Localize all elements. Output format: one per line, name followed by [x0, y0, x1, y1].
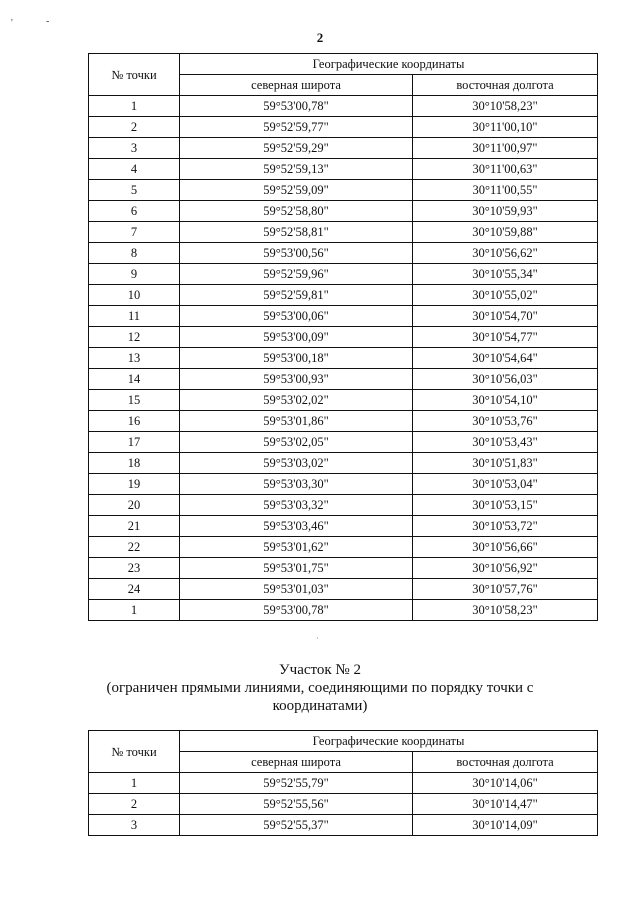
table-row: [89, 390, 598, 411]
header-north-latitude: северная широта: [180, 75, 413, 96]
table-row: [89, 600, 598, 621]
point-number-cell: 9: [89, 264, 180, 285]
longitude-cell: 30°11'00,10": [413, 117, 598, 138]
longitude-cell: 30°10'55,34": [413, 264, 598, 285]
table-row: [89, 327, 598, 348]
point-number-cell: 8: [89, 243, 180, 264]
point-number-cell: 15: [89, 390, 180, 411]
longitude-cell: 30°10'55,02": [413, 285, 598, 306]
table-row: [89, 794, 598, 815]
point-number-cell: 6: [89, 201, 180, 222]
latitude-cell: 59°52'59,77": [180, 117, 413, 138]
point-number-cell: 3: [89, 815, 180, 836]
table-row: [89, 264, 598, 285]
longitude-cell: 30°10'14,09": [413, 815, 598, 836]
point-number-cell: 22: [89, 537, 180, 558]
divider-dot: ·: [316, 634, 319, 643]
table-row: [89, 537, 598, 558]
latitude-cell: 59°52'59,29": [180, 138, 413, 159]
table-row: [89, 222, 598, 243]
section-title: Участок № 2: [279, 662, 361, 678]
table-row: [89, 516, 598, 537]
latitude-cell: 59°53'00,18": [180, 348, 413, 369]
table-row: [89, 201, 598, 222]
table-row: [89, 579, 598, 600]
point-number-cell: 1: [89, 600, 180, 621]
longitude-cell: 30°10'53,15": [413, 495, 598, 516]
longitude-cell: 30°10'56,92": [413, 558, 598, 579]
table-row: [89, 369, 598, 390]
header-north-latitude: северная широта: [180, 752, 413, 773]
point-number-cell: 3: [89, 138, 180, 159]
point-number-cell: 1: [89, 773, 180, 794]
table-row: [89, 773, 598, 794]
table-row: [89, 117, 598, 138]
coordinates-table-2: [88, 730, 598, 836]
stray-mark: -: [46, 16, 50, 27]
header-east-longitude: восточная долгота: [413, 75, 598, 96]
point-number-cell: 14: [89, 369, 180, 390]
latitude-cell: 59°52'59,09": [180, 180, 413, 201]
latitude-cell: 59°53'00,56": [180, 243, 413, 264]
longitude-cell: 30°10'54,77": [413, 327, 598, 348]
latitude-cell: 59°53'01,62": [180, 537, 413, 558]
longitude-cell: 30°11'00,55": [413, 180, 598, 201]
table-row: [89, 348, 598, 369]
point-number-cell: 20: [89, 495, 180, 516]
longitude-cell: 30°10'53,72": [413, 516, 598, 537]
table-body: [89, 96, 598, 621]
longitude-cell: 30°10'59,88": [413, 222, 598, 243]
longitude-cell: 30°10'59,93": [413, 201, 598, 222]
longitude-cell: 30°10'56,66": [413, 537, 598, 558]
table-row: [89, 411, 598, 432]
header-east-longitude: восточная долгота: [413, 752, 598, 773]
point-number-cell: 2: [89, 117, 180, 138]
table-row: [89, 159, 598, 180]
table-row: [89, 96, 598, 117]
latitude-cell: 59°53'01,86": [180, 411, 413, 432]
table-row: [89, 285, 598, 306]
page-number: 2: [316, 30, 324, 45]
longitude-cell: 30°10'56,03": [413, 369, 598, 390]
point-number-cell: 5: [89, 180, 180, 201]
longitude-cell: 30°10'57,76": [413, 579, 598, 600]
table-body: [89, 773, 598, 836]
latitude-cell: 59°52'55,79": [180, 773, 413, 794]
longitude-cell: 30°10'56,62": [413, 243, 598, 264]
longitude-cell: 30°10'54,10": [413, 390, 598, 411]
header-geo-coordinates: Географические координаты: [180, 54, 598, 75]
longitude-cell: 30°11'00,97": [413, 138, 598, 159]
point-number-cell: 7: [89, 222, 180, 243]
point-number-cell: 11: [89, 306, 180, 327]
table-row: [89, 558, 598, 579]
point-number-cell: 4: [89, 159, 180, 180]
longitude-cell: 30°10'53,04": [413, 474, 598, 495]
latitude-cell: 59°53'00,78": [180, 96, 413, 117]
point-number-cell: 10: [89, 285, 180, 306]
table-row: [89, 432, 598, 453]
table-row: [89, 306, 598, 327]
longitude-cell: 30°11'00,63": [413, 159, 598, 180]
latitude-cell: 59°53'03,32": [180, 495, 413, 516]
longitude-cell: 30°10'14,06": [413, 773, 598, 794]
point-number-cell: 24: [89, 579, 180, 600]
point-number-cell: 13: [89, 348, 180, 369]
latitude-cell: 59°53'02,02": [180, 390, 413, 411]
longitude-cell: 30°10'51,83": [413, 453, 598, 474]
table-row: [89, 495, 598, 516]
latitude-cell: 59°53'01,75": [180, 558, 413, 579]
table-row: [89, 138, 598, 159]
latitude-cell: 59°53'00,93": [180, 369, 413, 390]
longitude-cell: 30°10'53,43": [413, 432, 598, 453]
latitude-cell: 59°53'00,09": [180, 327, 413, 348]
point-number-cell: 17: [89, 432, 180, 453]
latitude-cell: 59°52'59,96": [180, 264, 413, 285]
latitude-cell: 59°52'59,13": [180, 159, 413, 180]
section-heading: [100, 661, 540, 715]
point-number-cell: 12: [89, 327, 180, 348]
point-number-cell: 18: [89, 453, 180, 474]
table-row: [89, 474, 598, 495]
latitude-cell: 59°52'58,81": [180, 222, 413, 243]
point-number-cell: 19: [89, 474, 180, 495]
latitude-cell: 59°53'03,46": [180, 516, 413, 537]
longitude-cell: 30°10'14,47": [413, 794, 598, 815]
point-number-cell: 21: [89, 516, 180, 537]
point-number-cell: 1: [89, 96, 180, 117]
table-row: [89, 815, 598, 836]
header-point-number: № точки: [89, 54, 180, 96]
point-number-cell: 2: [89, 794, 180, 815]
header-geo-coordinates: Географические координаты: [180, 731, 598, 752]
stray-mark: ': [11, 18, 13, 29]
section-subtitle: (ограничен прямыми линиями, соединяющими по порядку точки с координатами): [106, 680, 534, 714]
latitude-cell: 59°53'01,03": [180, 579, 413, 600]
table-row: [89, 243, 598, 264]
coordinates-table-1: [88, 53, 598, 621]
longitude-cell: 30°10'58,23": [413, 96, 598, 117]
latitude-cell: 59°52'55,56": [180, 794, 413, 815]
table-row: [89, 453, 598, 474]
latitude-cell: 59°52'58,80": [180, 201, 413, 222]
latitude-cell: 59°52'59,81": [180, 285, 413, 306]
table-row: [89, 180, 598, 201]
latitude-cell: 59°53'00,78": [180, 600, 413, 621]
longitude-cell: 30°10'54,70": [413, 306, 598, 327]
header-point-number: № точки: [89, 731, 180, 773]
latitude-cell: 59°53'03,02": [180, 453, 413, 474]
latitude-cell: 59°52'55,37": [180, 815, 413, 836]
latitude-cell: 59°53'02,05": [180, 432, 413, 453]
latitude-cell: 59°53'00,06": [180, 306, 413, 327]
longitude-cell: 30°10'54,64": [413, 348, 598, 369]
longitude-cell: 30°10'58,23": [413, 600, 598, 621]
longitude-cell: 30°10'53,76": [413, 411, 598, 432]
point-number-cell: 23: [89, 558, 180, 579]
latitude-cell: 59°53'03,30": [180, 474, 413, 495]
point-number-cell: 16: [89, 411, 180, 432]
